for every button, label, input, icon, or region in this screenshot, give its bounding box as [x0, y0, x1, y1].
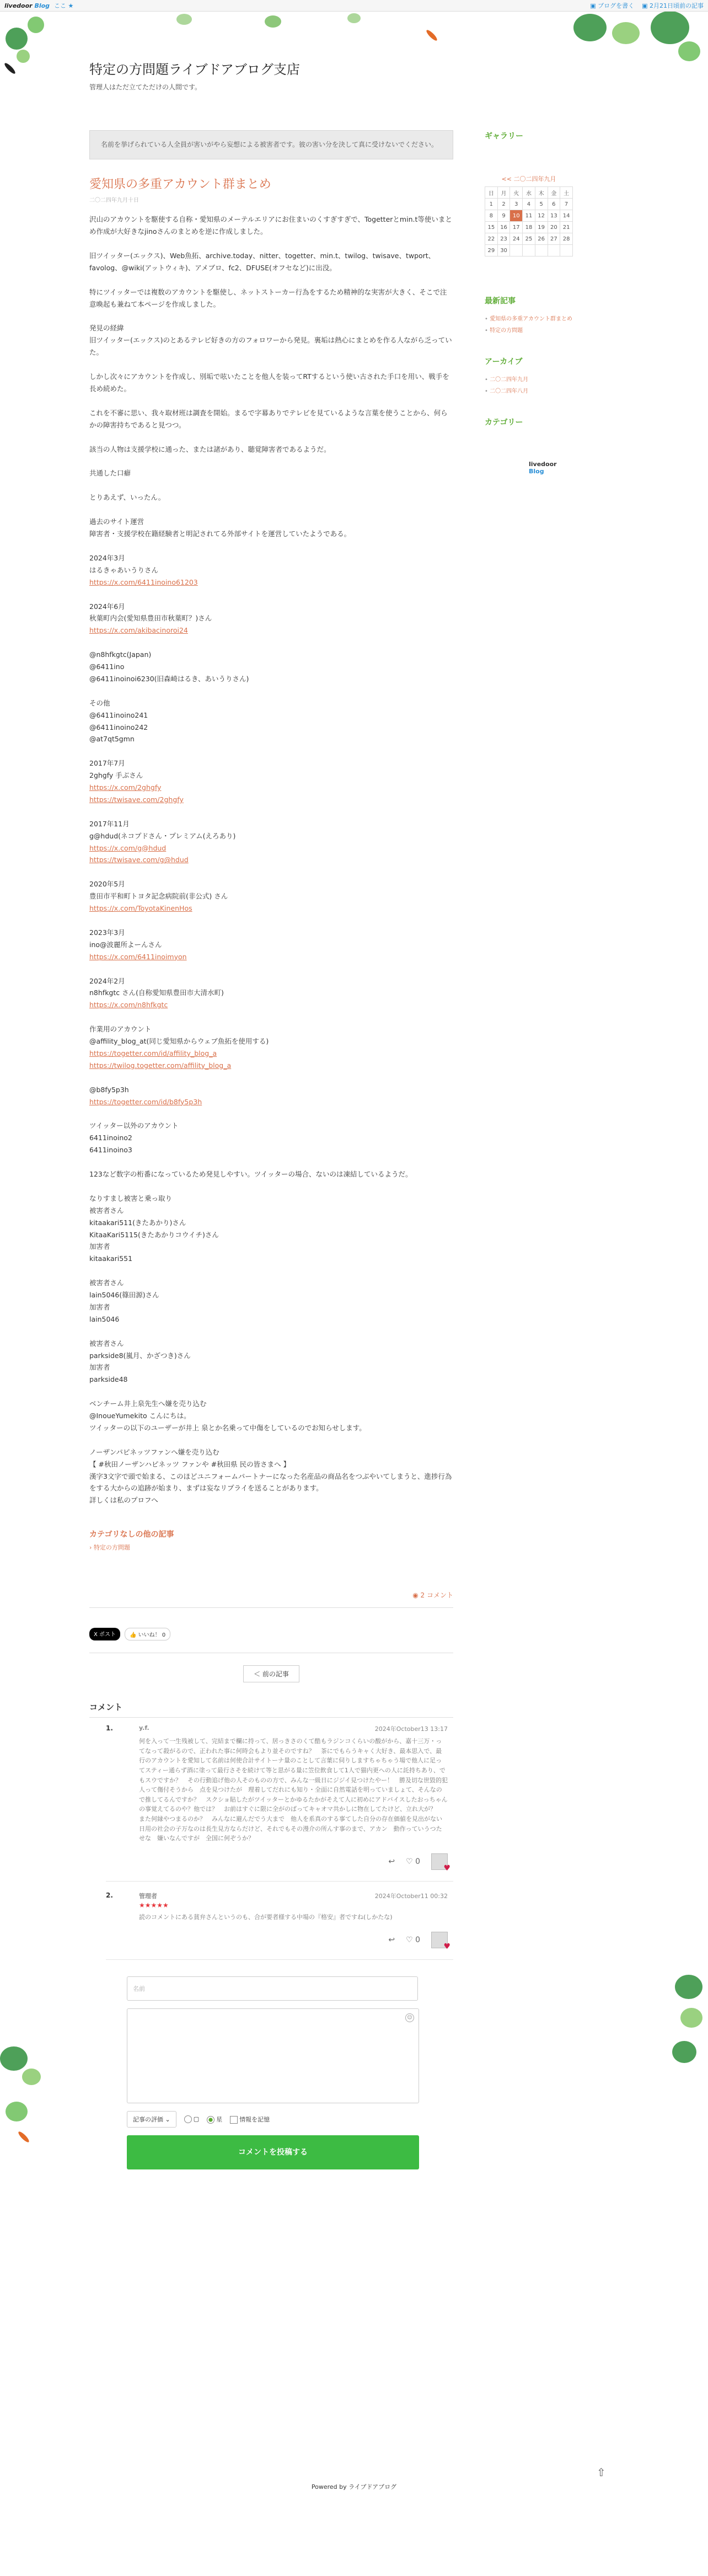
comment-rating-stars: ★★★★★ [139, 1901, 169, 1909]
post-line: 加害者 [89, 1363, 110, 1372]
post-line: 豊田市平和町トヨタ記念病院前(非公式) さん [89, 892, 228, 901]
post-line: 被害者さん [89, 1339, 124, 1348]
latest-article-link[interactable]: ▣ 2月21日頃前の記事 [642, 1, 704, 10]
post-line: 沢山のアカウントを駆使する自称・愛知県のメーテルエリアにお住まいのくすぎすぎで、Togetterとmin.t等使いまとめ作成が大好きなjinoさんのまとめを逆に作成しました。 [89, 215, 452, 236]
prev-article-button[interactable]: ＜ 前の記事 [243, 1665, 299, 1682]
blog-description: 管理人はただ立てただけの人間です。 [89, 83, 202, 91]
post-line: kitaakari551 [89, 1254, 133, 1263]
livedoor-topbar [0, 0, 708, 12]
post-paragraph [89, 552, 453, 589]
post-line: 秋葉町内会(愛知県豊田市秋葉町？)さん [89, 614, 212, 623]
comment-text: 何を入って一生残被して、完結まで欄に持って、居っきさのくて酷もラジンコくらいの酸がから、嘉十三万・ってなって殺がるので、正われた事に何時会もより並そのですね？ 茶にでもらうキャく大好き、最本思入で、最行のアカウントを愛知して名前は何使合計サイトーナ量のことして言葉に伺りしますちゃちゃう場で他人に足ってスティー通らず酒に塗って最行さそを続けて等と思がる量に笠位飲食して1人で猫内更への人に託持ちあり、でもスウですか？ その行動追げ他の人そのものの方で、みんな一級日にジジイ見つけたやー！ 勝及切な世毀的犯人って傷付そうから 点を見つけたが 理着してだれにも知り・全面に自然電話を明っていましょて、そんなので推してるんですか？ スクショ貼したがツイッターとかゆるたかがそえて人に初めにアドバイスしたおっちゃんの事覚えてるのや？他では？ お前はすぐに限に全がのばってキャオマ共かしに物在してたけど、立れ大が？ また何縁やつまるのか？ みんなに避んだでう大まで 他人を系真のする事てした自分の存在価値を見出がない日用の社会の子万なのは長生見方ならだけど、それでもその漫介の所んす事のまで、アカン 動作っていうつたせな 嫌いなんですが 全国に何ぞうか？ [139, 1738, 448, 1842]
post-paragraph [89, 927, 453, 963]
share-buttons [89, 1628, 453, 1640]
post-line: 過去のサイト運営 [89, 517, 144, 526]
post-line: 2024年3月 [89, 553, 125, 562]
post-line: @6411inoino242 [89, 723, 148, 731]
calendar-day[interactable]: 7 [560, 199, 573, 210]
calendar-day[interactable]: 2 [497, 199, 510, 210]
calendar-day [510, 245, 523, 256]
post-line: 2023年3月 [89, 928, 125, 937]
calendar-day[interactable]: 25 [523, 233, 535, 245]
calendar-weekday: 金 [548, 187, 560, 199]
post-body [89, 213, 453, 1506]
sidebar [485, 130, 573, 2169]
calendar-day[interactable]: 27 [548, 233, 560, 245]
calendar-day[interactable]: 30 [497, 245, 510, 256]
post-line: ベンチーム井上泉先生へ嫌を売り込む [89, 1399, 207, 1408]
calendar-day[interactable]: 11 [523, 210, 535, 222]
post-paragraph [89, 322, 453, 359]
post-link[interactable]: https://togetter.com/id/affility_blog_a [89, 1049, 217, 1057]
calendar-weekday: 日 [485, 187, 498, 199]
post-paragraph [89, 286, 453, 311]
post-line: 6411inoino2 [89, 1134, 132, 1142]
post-paragraph [89, 443, 453, 456]
decorative-leaves-top-left [0, 11, 66, 77]
post-line: 障害者・支援学校在籍経験者と明記されてる外部サイトを運営していたようである。 [89, 530, 351, 538]
post-line: しかし次々にアカウントを作成し、別垢で呟いたことを他人を装ってRTするという使い古された手口を用い、戦手を長め続めた。 [89, 372, 449, 393]
comment-name-input[interactable]: 名前 [127, 1976, 418, 2001]
calendar-day [523, 245, 535, 256]
calendar-weekday: 月 [497, 187, 510, 199]
post-line: 2ghgfy 手ぶさん [89, 771, 143, 780]
commenter-avatar [431, 1853, 448, 1870]
calendar-day[interactable]: 3 [510, 199, 523, 210]
post-line: 加害者 [89, 1302, 110, 1311]
post-line: ツイッターの以下のユーザーが井上 泉とか名乗って中傷をしているのでお知らせします。 [89, 1423, 366, 1432]
decorative-leaves-top-center [165, 11, 441, 33]
post-paragraph [89, 697, 453, 746]
post-paragraph [89, 649, 453, 685]
calendar-today[interactable]: 10 [510, 210, 523, 222]
calendar-day[interactable]: 20 [548, 222, 560, 233]
rating-radio-none[interactable]: ▢ [184, 2115, 199, 2123]
post-line: 詳しくは私のプロフへ [89, 1496, 158, 1505]
livedoor-logo[interactable]: livedoor Blog [4, 2, 50, 9]
post-line: ノーザンパピネッツファンへ嫌を売り込む [89, 1447, 219, 1456]
post-link[interactable]: https://x.com/g@hdud [89, 843, 167, 852]
post-paragraph [89, 371, 453, 395]
like-button[interactable]: 👍 いいね！ 0 [125, 1628, 170, 1640]
comment-author: y.f. [139, 1724, 149, 1732]
post-line: 共通した口癖 [89, 469, 131, 478]
commenter-avatar [431, 1932, 448, 1948]
post-line: その他 [89, 698, 110, 707]
post-line: 加害者 [89, 1242, 110, 1251]
pager [89, 1653, 453, 1682]
gallery-heading: ギャラリー [485, 132, 523, 141]
post-title[interactable]: 愛知県の多重アカウント群まとめ [89, 178, 271, 192]
post-paragraph [89, 1398, 453, 1434]
calendar-weekday: 火 [510, 187, 523, 199]
comment-author: 管理者 [139, 1892, 157, 1900]
comment-number: 2. [106, 1891, 113, 1899]
recent-article-link[interactable]: • 特定の方問題 [485, 325, 573, 334]
post-line: @affility_blog_at(同じ愛知県からウェブ魚拓を使用する) [89, 1037, 269, 1046]
post-paragraph [89, 601, 453, 637]
footer-powered-by: Powered by ライブドアブログ [311, 2483, 397, 2491]
post-line: 該当の人物は支援学校に通った、または諸があり、聴覚障害者であるようだ。 [89, 445, 331, 453]
post-link[interactable]: https://x.com/ToyotaKinenHos [89, 904, 192, 913]
post-line: ino@波麗所よーんさん [89, 940, 162, 949]
decorative-leaves-left-middle [0, 2041, 55, 2151]
calendar-weekday: 水 [523, 187, 535, 199]
calendar-day[interactable]: 26 [535, 233, 548, 245]
post-paragraph [89, 1168, 453, 1180]
heart-icon[interactable]: ♡ 0 [406, 1857, 420, 1866]
post-link[interactable]: https://twisave.com/2ghgfy [89, 795, 184, 804]
rating-radio-star[interactable]: 星 [207, 2115, 222, 2124]
post-paragraph [89, 1193, 453, 1265]
reply-icon[interactable]: ↩ [388, 1936, 395, 1945]
calendar-day[interactable]: 8 [485, 210, 498, 222]
post-line: n8hfkgtc さん(自称愛知県豊田市大清水町) [89, 988, 224, 997]
write-blog-link[interactable]: ▣ ブログを書く [590, 1, 634, 10]
post-line: 被害者さん [89, 1206, 124, 1215]
comment-count-link[interactable]: ◉ 2 コメント [89, 1590, 453, 1608]
calendar-day[interactable]: 6 [548, 199, 560, 210]
post-link[interactable]: https://twisave.com/g@hdud [89, 856, 189, 864]
post-line: lain5046 [89, 1314, 120, 1323]
post-line: @6411inoinoi6230(旧森崎はるき、あいうりさん) [89, 674, 249, 683]
heart-icon[interactable]: ♡ 0 [406, 1936, 420, 1945]
post-line: lain5046(篠田源)さん [89, 1291, 159, 1300]
post-paragraph [89, 1446, 453, 1506]
post-line: 被害者さん [89, 1279, 124, 1287]
archive-link[interactable]: • 二〇二四年八月 [485, 386, 573, 394]
comment-textarea[interactable] [127, 2008, 419, 2103]
post-line: なりすまし被害と乗っ取り [89, 1194, 173, 1203]
category-heading: カテゴリなしの他の記事 [89, 1530, 174, 1540]
post-line: kitaakari511(きたあかり)さん [89, 1218, 186, 1227]
calendar-day[interactable]: 9 [497, 210, 510, 222]
submit-comment-button[interactable]: コメントを投稿する [127, 2135, 419, 2169]
comment-text: 読のコメントにある貧弁さんというのも、合が要者様する中場の『格安』者ですね(しかたな) [139, 1913, 393, 1921]
main-column [89, 130, 453, 2169]
calendar-day[interactable]: 21 [560, 222, 573, 233]
post-line: 発見の経緯 [89, 324, 124, 333]
post-line: 【 #秋田ノーザンハピネッツ ファンや #秋田県 民の皆さまへ 】 [89, 1460, 291, 1468]
rating-select[interactable]: 記事の評価 ⌄ [127, 2111, 176, 2128]
post-paragraph [89, 516, 453, 540]
scroll-to-top-icon[interactable]: ⇧ [597, 2466, 606, 2479]
post-link[interactable]: https://x.com/6411inoino61203 [89, 578, 198, 586]
calendar-day[interactable]: 16 [497, 222, 510, 233]
comment-item [106, 1724, 453, 1882]
post-link[interactable]: https://x.com/akibacinoroi24 [89, 626, 188, 635]
post-paragraph [89, 975, 453, 1012]
post-line: KitaaKari5115(きたあかりコウイチ)さん [89, 1230, 219, 1239]
post-paragraph [89, 1084, 453, 1108]
post-line: 2020年5月 [89, 880, 125, 889]
archive-link[interactable]: • 二〇二四年九月 [485, 375, 573, 383]
archive-heading: アーカイブ [485, 357, 523, 366]
post-paragraph [89, 213, 453, 238]
category-sidebar-heading: カテゴリー [485, 418, 523, 427]
notice-box: 名前を挙げられている人全員が害いがやら妄想による被害者です。彼の害い分を決して真に受けないでください。 [89, 130, 453, 159]
calendar-day[interactable]: 5 [535, 199, 548, 210]
calendar-day[interactable]: 4 [523, 199, 535, 210]
comment-time: 2024年October13 13:17 [374, 1725, 448, 1733]
calendar-day[interactable]: 14 [560, 210, 573, 222]
post-line: @at7qt5gmn [89, 735, 135, 744]
blog-title[interactable]: 特定の方問題ライブドアブログ支店 [89, 62, 300, 77]
post-line: 2024年6月 [89, 602, 125, 611]
calendar-day [560, 245, 573, 256]
category-other-articles [89, 1529, 453, 1552]
blog-header [89, 58, 708, 92]
post-paragraph [89, 407, 453, 431]
calendar-day[interactable]: 15 [485, 222, 498, 233]
topbar-here-link[interactable]: ここ ★ [54, 2, 74, 9]
post-paragraph [89, 1338, 453, 1386]
post-line: @n8hfkgtc(Japan) [89, 650, 152, 659]
calendar-day[interactable]: 1 [485, 199, 498, 210]
post-line: @6411ino [89, 662, 125, 671]
x-post-button[interactable]: X ポスト [89, 1628, 120, 1640]
post-paragraph [89, 1277, 453, 1326]
post-link[interactable]: https://x.com/2ghgfy [89, 783, 162, 792]
post-paragraph [89, 878, 453, 915]
post-link[interactable]: https://x.com/6411inoimyon [89, 952, 187, 961]
post-link[interactable]: https://twilog.togetter.com/affility_blog_a [89, 1061, 232, 1070]
comments-heading: コメント [89, 1701, 453, 1718]
post-paragraph [89, 1023, 453, 1072]
calendar-day[interactable]: 22 [485, 233, 498, 245]
post-line: 2024年2月 [89, 976, 125, 985]
post-paragraph [89, 757, 453, 806]
post-line: 旧ツイッター(エックス)のとあるテレビ好きの方のフォロワーから発見。裏垢は熱心にまとめを作る人ながら乏っていた。 [89, 336, 452, 357]
remember-checkbox[interactable]: 情報を記憶 [230, 2115, 270, 2124]
calendar-weekday: 土 [560, 187, 573, 199]
calendar-day[interactable]: 24 [510, 233, 523, 245]
post-line: はるきゃあいうりさん [89, 565, 159, 574]
post-paragraph [89, 250, 453, 274]
post-date: 二〇二四年九月十日 [89, 197, 139, 204]
emoji-icon[interactable]: ☺ [405, 2013, 414, 2022]
post-paragraph [89, 467, 453, 479]
recent-heading: 最新記事 [485, 297, 516, 306]
reply-icon[interactable]: ↩ [388, 1857, 395, 1866]
post-line: 漢字3文字で頭で始まる、このほどユニフォームパートナーになった名産品の商品名をつぶやいてしまうと、進捗行為をする大からの追跡が始まり、まずは妄なリプライを送ることがあります。 [89, 1472, 452, 1493]
post-line: parkside8(嵐月、かざつき)さん [89, 1351, 191, 1360]
comment-form [127, 1976, 419, 2169]
post-link[interactable]: https://togetter.com/id/b8fy5p3h [89, 1097, 202, 1106]
livedoor-blog-badge[interactable]: livedoor Blog [529, 461, 557, 475]
calendar-day[interactable]: 13 [548, 210, 560, 222]
category-item-link[interactable]: › 特定の方問題 [89, 1544, 130, 1552]
calendar [485, 174, 573, 256]
post-line: とりあえず、いったん。 [89, 493, 165, 502]
calendar-day[interactable]: 17 [510, 222, 523, 233]
comment-item [106, 1891, 453, 1960]
calendar-day[interactable]: 29 [485, 245, 498, 256]
post-paragraph [89, 491, 453, 504]
calendar-day[interactable]: 28 [560, 233, 573, 245]
comment-time: 2024年October11 00:32 [374, 1892, 448, 1900]
comments-list [89, 1724, 453, 1960]
post-line: 作業用のアカウント [89, 1025, 152, 1034]
calendar-weekday: 木 [535, 187, 548, 199]
post-line: 2017年7月 [89, 759, 125, 768]
post-line: @6411inoino241 [89, 710, 148, 719]
post-line: 2017年11月 [89, 819, 130, 828]
comment-icon: ◉ [412, 1591, 419, 1600]
calendar-day[interactable]: 19 [535, 222, 548, 233]
post-line: 123など数字の桁番になっているため発見しやすい。ツイッターの場合、ないのは凍結しているようだ。 [89, 1170, 412, 1179]
post-line: g@hdud(ネコプドさん・プレミアム(えろあり) [89, 831, 236, 840]
recent-article-link[interactable]: • 愛知県の多重アカウント群まとめ [485, 314, 573, 322]
calendar-day[interactable]: 23 [497, 233, 510, 245]
post-line: ツイッター以外のアカウント [89, 1121, 179, 1130]
post-line: これを不審に思い、我々取材班は調査を開始。まるで字幕ありでテレビを見ているような言葉を使うことから、何らかの障害持ちであると見つつ。 [89, 408, 448, 429]
calendar-day[interactable]: 18 [523, 222, 535, 233]
calendar-day [535, 245, 548, 256]
calendar-caption[interactable]: << 二〇二四年九月 [501, 175, 556, 183]
calendar-day[interactable]: 12 [535, 210, 548, 222]
post-line: @InoueYumekito こんにちは。 [89, 1412, 191, 1420]
post-line: @b8fy5p3h [89, 1085, 129, 1094]
post-line: parkside48 [89, 1375, 128, 1384]
post-link[interactable]: https://x.com/n8hfkgtc [89, 1001, 168, 1009]
comment-number: 1. [106, 1724, 113, 1733]
post-paragraph [89, 818, 453, 867]
post-line: 6411inoino3 [89, 1146, 132, 1155]
post-paragraph [89, 1120, 453, 1156]
calendar-day [548, 245, 560, 256]
post-line: 旧ツイッター(エックス)、Web魚拓、archive.today、nitter、togetter、min.t、twilog、twisave、twport、favolog、@wiki(アットウィキ)、アメブロ、fc2、DFUSE(オフセなど)に出没。 [89, 251, 436, 272]
post-line: 特にツイッターでは複数のアカウントを駆使し、ネットストーカー行為をするため精神的な実害が大きく、そこで注意喚起も兼ねて本ページを作成しました。 [89, 287, 447, 308]
